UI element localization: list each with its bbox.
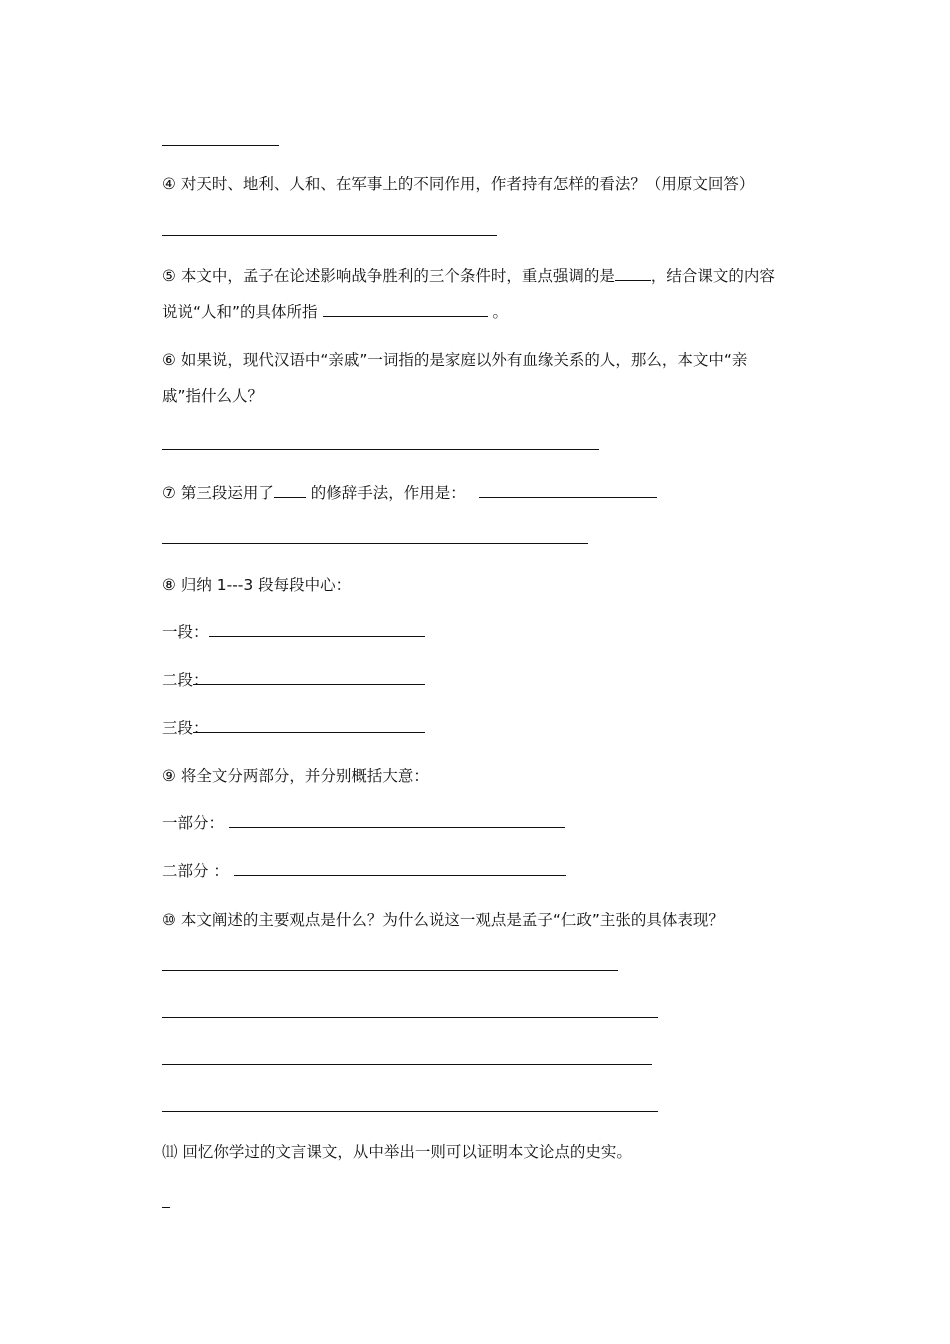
question-6-line-1: ⑥ 如果说，现代汉语中“亲戚”一词指的是家庭以外有血缘关系的人，那么，本文中“亲 bbox=[162, 351, 748, 369]
part-1-label: 一部分： bbox=[162, 814, 225, 832]
segment-2-label: 二段： bbox=[162, 671, 209, 689]
blank-segment-2[interactable] bbox=[193, 670, 425, 685]
answer-line-q10-3[interactable] bbox=[162, 1064, 652, 1065]
answer-line-q10-2[interactable] bbox=[162, 1017, 658, 1018]
answer-line[interactable] bbox=[162, 145, 279, 146]
question-8: ⑧ 归纳 1---3 段每段中心： bbox=[162, 576, 352, 594]
q9-part-2 bbox=[162, 861, 566, 881]
blank-part-1[interactable] bbox=[229, 813, 565, 828]
q8-segment-1 bbox=[162, 622, 425, 642]
blank-q7-rhetoric[interactable] bbox=[274, 483, 306, 498]
question-5-line-2 bbox=[162, 302, 508, 322]
question-9: ⑨ 将全文分两部分，并分别概括大意： bbox=[162, 767, 429, 785]
q8-segment-2 bbox=[162, 670, 425, 690]
answer-line-q4[interactable] bbox=[162, 235, 497, 236]
segment-3-label: 三段： bbox=[162, 719, 209, 737]
question-7-text-b: 的修辞手法，作用是： bbox=[310, 484, 466, 502]
answer-line-q10-4[interactable] bbox=[162, 1111, 658, 1112]
answer-line-q6[interactable] bbox=[162, 449, 599, 450]
question-5-text-c: 说说“人和”的具体所指 bbox=[162, 303, 318, 321]
q8-segment-3 bbox=[162, 718, 425, 738]
blank-part-2[interactable] bbox=[234, 861, 566, 876]
blank-segment-3[interactable] bbox=[193, 718, 425, 733]
part-2-label: 二部分 ： bbox=[162, 862, 229, 880]
question-4: ④ 对天时、地利、人和、在军事上的不同作用，作者持有怎样的看法？（用原文回答） bbox=[162, 175, 755, 193]
answer-line-q10-1[interactable] bbox=[162, 970, 618, 971]
answer-line-q11[interactable] bbox=[162, 1207, 170, 1208]
segment-1-label: 一段： bbox=[162, 623, 209, 641]
blank-q7-effect[interactable] bbox=[479, 483, 657, 498]
question-5-text-a: ⑤ 本文中，孟子在论述影响战争胜利的三个条件时，重点强调的是 bbox=[162, 267, 615, 285]
question-10: ⑩ 本文阐述的主要观点是什么？为什么说这一观点是孟子“仁政”主张的具体表现？ bbox=[162, 911, 724, 929]
question-5-text-d: 。 bbox=[492, 303, 508, 321]
blank-q5-renhe[interactable] bbox=[323, 302, 488, 317]
question-5-text-b: ，结合课文的内容 bbox=[650, 267, 775, 285]
answer-line-q7[interactable] bbox=[162, 543, 588, 544]
question-7-text-a: ⑦ 第三段运用了 bbox=[162, 484, 274, 502]
question-11: ⑾ 回忆你学过的文言课文，从中举出一则可以证明本文论点的史实。 bbox=[162, 1143, 632, 1161]
blank-q5-emphasis[interactable] bbox=[615, 266, 651, 281]
q9-part-1 bbox=[162, 813, 565, 833]
question-6-line-2: 戚”指什么人？ bbox=[162, 387, 264, 405]
blank-segment-1[interactable] bbox=[209, 622, 425, 637]
question-5-line-1 bbox=[162, 266, 775, 286]
question-7 bbox=[162, 483, 657, 503]
